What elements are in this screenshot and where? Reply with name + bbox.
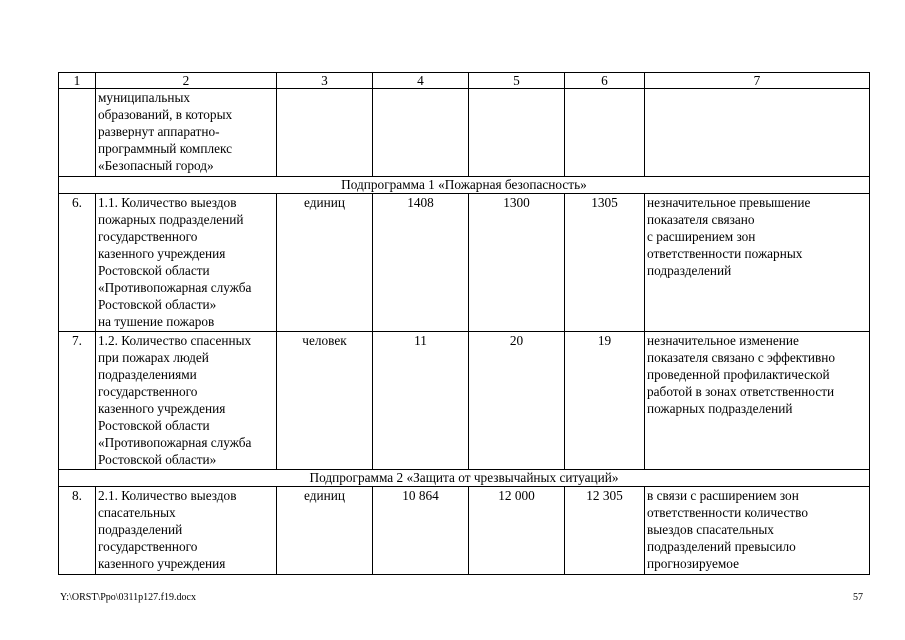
page-number: 57 [853,592,863,603]
fact1-cell: 20 [469,332,565,470]
row-number-cell: 7. [59,332,96,470]
row-number-cell: 8. [59,487,96,575]
indicator-text: 1.1. Количество выездов пожарных подразделений государственного казенного учреждения Ростовской области «Противопожарная служба Ростовской области» на тушение пожаров [98,195,252,329]
footer-file-path: Y:\ORST\Ppo\0311p127.f19.docx [60,592,196,603]
subprogram-1-row [59,177,870,194]
indicator-cell [96,487,277,575]
plan-cell [373,89,469,177]
note-text: в связи с расширением зон ответственности количество выездов спасательных подразделений превысило прогнозируемое [647,488,809,571]
fact1-cell: 12 000 [469,487,565,575]
indicator-text: 1.2. Количество спасенных при пожарах людей подразделениями государственного казенного учреждения Ростовской области «Противопожарная служба Ростовской области» [98,333,252,467]
fact2-cell [565,89,645,177]
indicators-table [58,72,870,575]
header-col-2: 2 [96,73,277,89]
note-text: незначительное превышение показателя связано с расширением зон ответственности пожарных подразделений [647,195,811,278]
unit-cell [277,89,373,177]
fact2-cell: 19 [565,332,645,470]
note-cell [645,487,870,575]
subprogram-2-row [59,470,870,487]
table-row-8 [59,487,870,575]
fact1-cell [469,89,565,177]
note-cell [645,332,870,470]
table-header-row [59,73,870,89]
indicator-cell [96,194,277,332]
indicator-text: 2.1. Количество выездов спасательных подразделений государственного казенного учреждения [98,488,237,571]
plan-cell: 10 864 [373,487,469,575]
indicator-cell [96,89,277,177]
fact1-cell: 1300 [469,194,565,332]
unit-cell: человек [277,332,373,470]
table-row-continuation [59,89,870,177]
header-col-7: 7 [645,73,870,89]
unit-cell: единиц [277,487,373,575]
header-col-3: 3 [277,73,373,89]
note-text: незначительное изменение показателя связано с эффективно проведенной профилактической работой в зонах ответственности пожарных подразделений [647,333,836,416]
subprogram-1-title: Подпрограмма 1 «Пожарная безопасность» [59,177,870,194]
fact2-cell: 1305 [565,194,645,332]
table-row-6 [59,194,870,332]
header-col-4: 4 [373,73,469,89]
header-col-6: 6 [565,73,645,89]
indicator-text: муниципальных образований, в которых развернут аппаратно- программный комплекс «Безопасный город» [98,90,233,173]
plan-cell: 1408 [373,194,469,332]
table-row-7 [59,332,870,470]
header-col-1: 1 [59,73,96,89]
row-number-cell: 6. [59,194,96,332]
header-col-5: 5 [469,73,565,89]
indicator-cell [96,332,277,470]
fact2-cell: 12 305 [565,487,645,575]
plan-cell: 11 [373,332,469,470]
note-cell [645,194,870,332]
unit-cell: единиц [277,194,373,332]
row-number-cell [59,89,96,177]
subprogram-2-title: Подпрограмма 2 «Защита от чрезвычайных ситуаций» [59,470,870,487]
note-cell [645,89,870,177]
